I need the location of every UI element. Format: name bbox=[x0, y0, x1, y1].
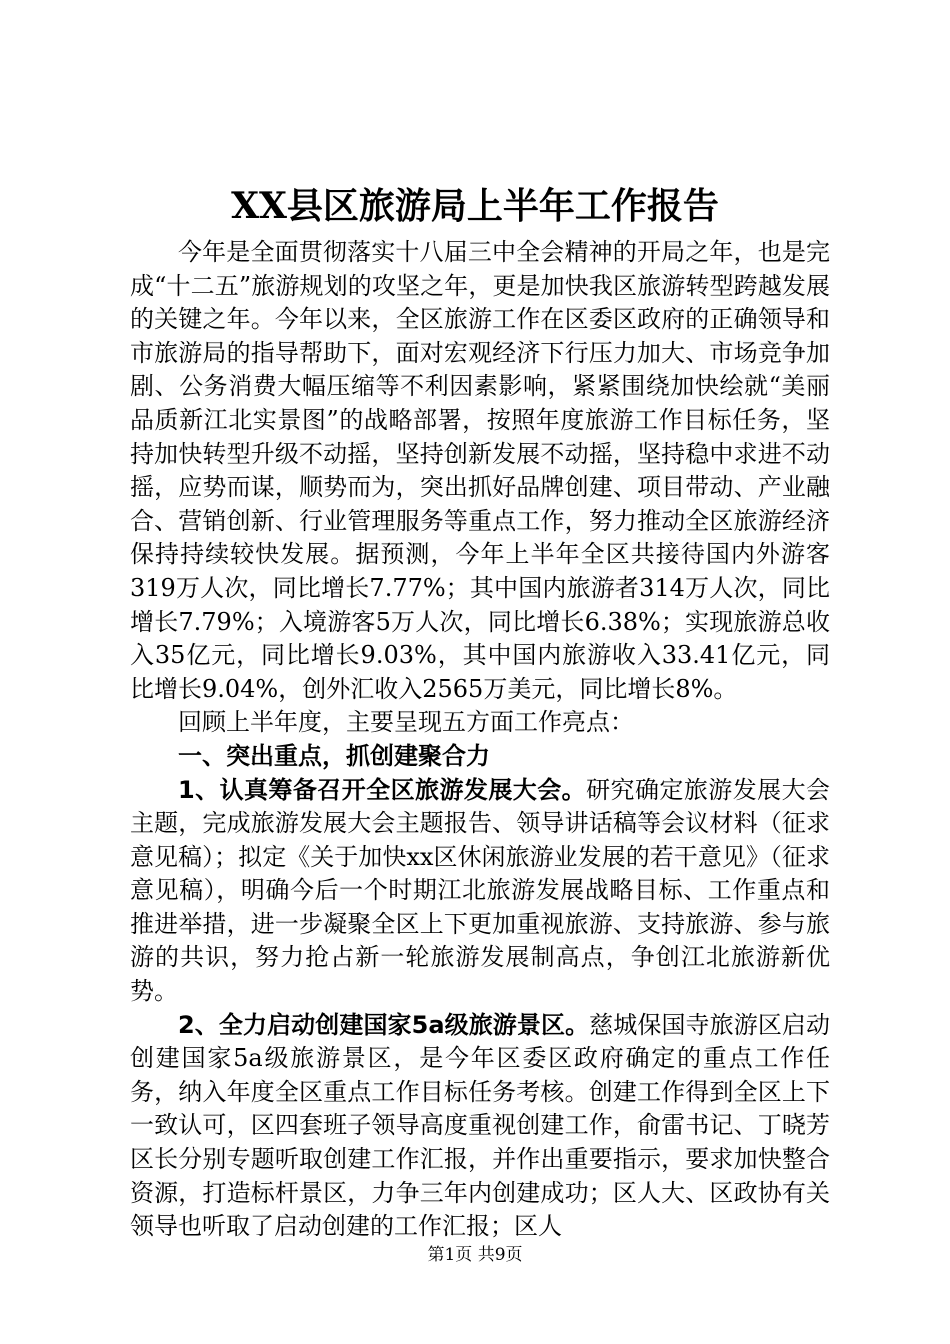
subsection-paragraph-2 bbox=[130, 1009, 830, 1244]
subsection-lead-1: 1、认真筹备召开全区旅游发展大会。 bbox=[178, 775, 587, 804]
section-heading: 一、突出重点，抓创建聚合力 bbox=[178, 741, 490, 770]
page-footer: 第1页 共9页 bbox=[427, 1245, 523, 1265]
document-title: XX县区旅游局上半年工作报告 bbox=[231, 185, 719, 227]
review-paragraph: 回顾上半年度，主要呈现五方面工作亮点： bbox=[178, 708, 634, 737]
intro-paragraph: 今年是全面贯彻落实十八届三中全会精神的开局之年，也是完成“十二五”旅游规划的攻坚之年，更是加快我区旅游转型跨越发展的关键之年。今年以来，全区旅游工作在区委区政府的正确领导和市旅游局的指导帮助下，面对宏观经济下行压力加大、市场竞争加剧、公务消费大幅压缩等不利因素影响，紧紧围绕加快绘就“美丽品质新江北实景图”的战略部署，按照年度旅游工作目标任务，坚持加快转型升级不动摇，坚持创新发展不动摇，坚持稳中求进不动摇，应势而谋，顺势而为，突出抓好品牌创建、项目带动、产业融合、营销创新、行业管理服务等重点工作，努力推动全区旅游经济保持持续较快发展。据预测，今年上半年全区共接待国内外游客319万人次，同比增长7.77%；其中国内旅游者314万人次，同比增长7.79%；入境游客5万人次，同比增长6.38%；实现旅游总收入35亿元，同比增长9.03%，其中国内旅游收入33.41亿元，同比增长9.04%，创外汇收入2565万美元，同比增长8%。 bbox=[130, 238, 830, 703]
subsection-body-2: 慈城保国寺旅游区启动创建国家5a级旅游景区，是今年区委区政府确定的重点工作任务，纳入年度全区重点工作目标任务考核。创建工作得到全区上下一致认可，区四套班子领导高度重视创建工作，俞雷书记、丁晓芳区长分别专题听取创建工作汇报，并作出重要指示，要求加快整合资源，打造标杆景区，力争三年内创建成功；区人大、区政协有关领导也听取了启动创建的工作汇报；区人 bbox=[130, 1010, 831, 1241]
subsection-lead-2: 2、全力启动创建国家5a级旅游景区。 bbox=[178, 1010, 590, 1039]
document-body bbox=[130, 236, 830, 1244]
subsection-body-1: 研究确定旅游发展大会主题，完成旅游发展大会主题报告、领导讲话稿等会议材料（征求意见稿）；拟定《关于加快xx区休闲旅游业发展的若干意见》（征求意见稿），明确今后一个时期江北旅游发展战略目标、工作重点和推进举措，进一步凝聚全区上下更加重视旅游、支持旅游、参与旅游的共识，努力抢占新一轮旅游发展制高点，争创江北旅游新优势。 bbox=[130, 775, 831, 1006]
subsection-paragraph-1 bbox=[130, 774, 830, 1009]
